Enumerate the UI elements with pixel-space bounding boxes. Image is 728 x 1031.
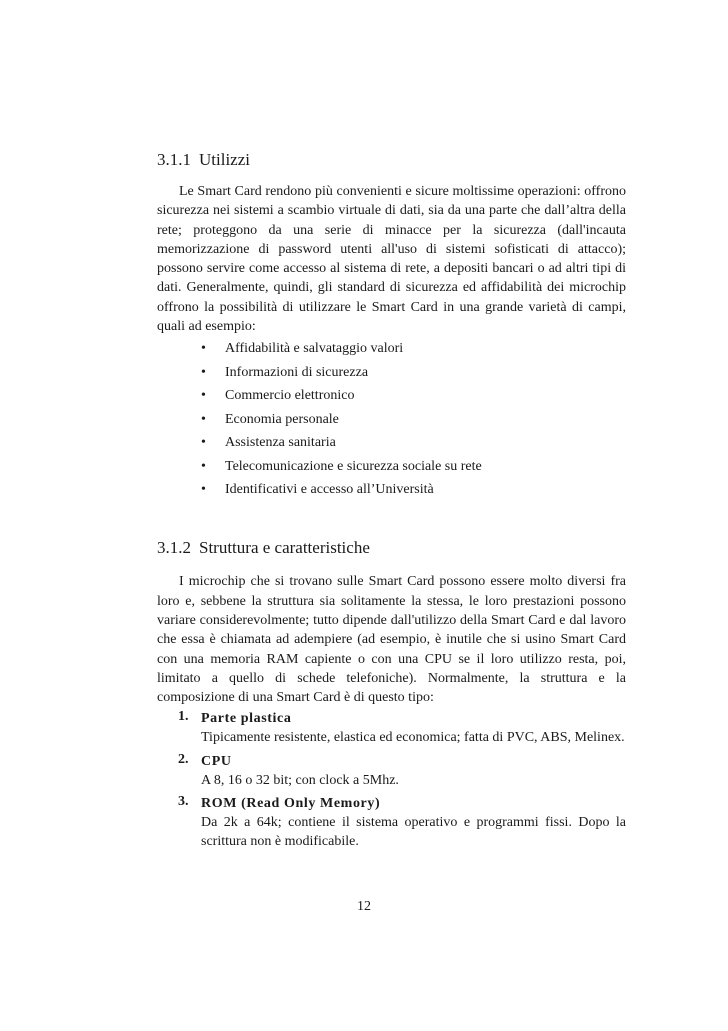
section-paragraph: Le Smart Card rendono più convenienti e sicure moltissime operazioni: offrono sicurezza nei sistemi a scambio virtuale di dati, sia da una parte che dall’altra della rete; proteggono da una serie di minacce per la sicurezza (dall'incauta memorizzazione di password utenti all'uso di sistemi sofisticati di attacco); possono servire come accesso al sistema di rete, a depositi bancari o ad altri tipi di dati. Generalmente, quindi, gli standard di sicurezza ed affidabilità dei microchip offrono la possibilità di utilizzare le Smart Card in una grande varietà di campi, quali ad esempio: — [157, 184, 626, 335]
numbered-list — [157, 709, 626, 851]
page-number: 12 — [357, 899, 371, 914]
page-content — [157, 150, 626, 856]
section-number: 3.1.2 — [157, 538, 191, 558]
bullet-icon: • — [201, 341, 206, 357]
bullet-icon: • — [201, 435, 206, 451]
bullet-icon: • — [201, 458, 206, 474]
list-item-text: Telecomunicazione e sicurezza sociale su rete — [225, 458, 482, 474]
item-description: Tipicamente resistente, elastica ed economica; fatta di PVC, ABS, Melinex. — [201, 730, 625, 746]
bullet-icon: • — [201, 388, 206, 404]
list-item — [157, 434, 626, 451]
numbered-item — [157, 709, 626, 747]
list-item-text: Assistenza sanitaria — [225, 435, 336, 451]
list-item — [157, 387, 626, 404]
list-item-text: Economia personale — [225, 411, 339, 427]
list-item — [157, 458, 626, 475]
item-title: Parte plastica — [201, 711, 292, 727]
item-description: Da 2k a 64k; contiene il sistema operativo e programmi fissi. Dopo la scrittura non è modificabile. — [201, 815, 626, 850]
list-item — [157, 411, 626, 428]
section-heading-struttura — [157, 538, 626, 558]
section-heading-utilizzi — [157, 150, 626, 170]
item-description: A 8, 16 o 32 bit; con clock a 5Mhz. — [201, 772, 399, 788]
section-title: Struttura e caratteristiche — [199, 538, 370, 558]
list-item — [157, 481, 626, 498]
bullet-icon: • — [201, 411, 206, 427]
item-number: 3. — [178, 794, 189, 810]
section-paragraph: I microchip che si trovano sulle Smart Card possono essere molto diversi fra loro e, sebbene la struttura sia solitamente la stessa, le loro prestazioni possono variare considerevolmente; tutto dipende dall'utilizzo della Smart Card e dal lavoro che essa è chiamata ad adempiere (ad esempio, è inutile che si usino Smart Card con una memoria RAM capiente o con una CPU se il loro utilizzo resta, poi, limitato a quello di schede telefoniche). Normalmente, la struttura e la composizione di una Smart Card è di questo tipo: — [157, 574, 626, 706]
section-number: 3.1.1 — [157, 150, 191, 169]
section-title: Utilizzi — [199, 150, 250, 169]
bullet-icon: • — [201, 482, 206, 498]
bullet-list — [157, 340, 626, 498]
list-item-text: Identificativi e accesso all’Università — [225, 482, 434, 498]
item-number: 1. — [178, 709, 189, 725]
list-item-text: Affidabilità e salvataggio valori — [225, 341, 404, 357]
list-item — [157, 340, 626, 357]
item-number: 2. — [178, 751, 189, 767]
numbered-item — [157, 794, 626, 852]
list-item — [157, 364, 626, 381]
item-title: CPU — [201, 753, 232, 769]
item-title: ROM (Read Only Memory) — [201, 796, 381, 812]
list-item-text: Commercio elettronico — [225, 388, 355, 404]
list-item-text: Informazioni di sicurezza — [225, 364, 369, 380]
numbered-item — [157, 752, 626, 790]
bullet-icon: • — [201, 364, 206, 380]
